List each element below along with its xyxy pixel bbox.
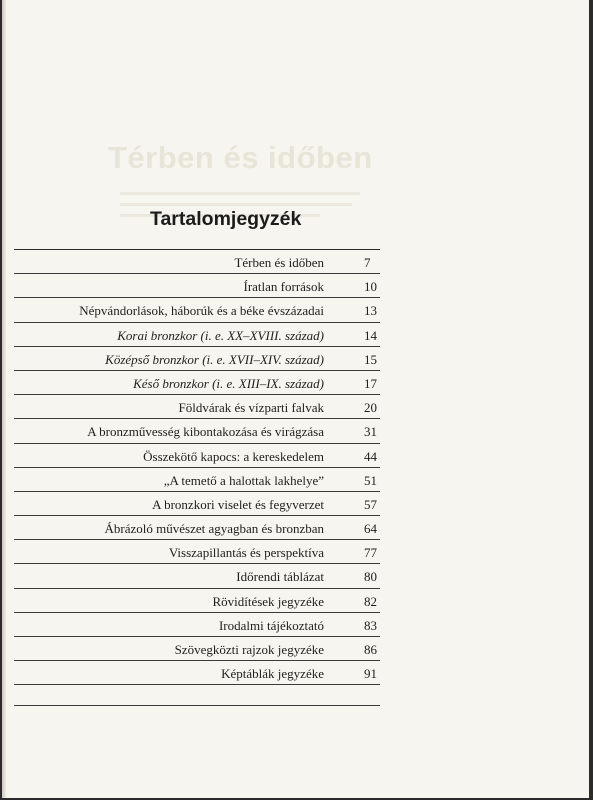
toc-entry xyxy=(14,444,380,468)
toc-entry-title: Korai bronzkor (i. e. XX–XVIII. század) xyxy=(117,327,324,343)
toc-entry-title: Népvándorlások, háborúk és a béke évszázadai xyxy=(79,303,324,319)
toc-entry-title: Térben és időben xyxy=(234,255,324,270)
toc-entry xyxy=(14,468,380,492)
toc-entry-page: 7 xyxy=(364,255,371,270)
toc-entry-title: Ábrázoló művészet agyagban és bronzban xyxy=(104,521,324,537)
toc-entry-page: 64 xyxy=(364,521,377,537)
toc-entry xyxy=(14,274,380,298)
toc-entry-title: Késő bronzkor (i. e. XIII–IX. század) xyxy=(133,375,324,391)
toc-entry-title: Rövidítések jegyzéke xyxy=(212,593,324,609)
toc-entry-title: Irodalmi tájékoztató xyxy=(218,617,324,633)
table-of-contents xyxy=(14,249,380,685)
toc-entry xyxy=(14,250,380,274)
toc-entry-page: 13 xyxy=(364,303,377,319)
toc-entry-page: 20 xyxy=(364,400,377,416)
toc-entry-title: Összekötő kapocs: a kereskedelem xyxy=(143,448,324,464)
toc-entry xyxy=(14,564,380,588)
toc-entry-page: 82 xyxy=(364,593,377,609)
toc-entry xyxy=(14,637,380,661)
toc-entry-title: Íratlan források xyxy=(243,279,324,295)
toc-entry-title: A bronzkori viselet és fegyverzet xyxy=(152,496,324,512)
toc-entry xyxy=(14,323,380,347)
toc-entry xyxy=(14,540,380,564)
toc-entry-title: Középső bronzkor (i. e. XVII–XIV. század) xyxy=(105,351,324,367)
toc-entry-page: 57 xyxy=(364,496,377,512)
toc-entry xyxy=(14,371,380,395)
toc-entry-page: 31 xyxy=(364,424,377,440)
book-page xyxy=(2,0,589,798)
toc-entry-page: 10 xyxy=(364,279,377,295)
toc-entry-page: 91 xyxy=(364,666,377,682)
toc-entry xyxy=(14,395,380,419)
toc-entry-title: Időrendi táblázat xyxy=(236,569,324,585)
show-through-heading: Térben és időben xyxy=(108,140,373,175)
toc-entry-page: 17 xyxy=(364,375,377,391)
toc-entry-page: 14 xyxy=(364,327,377,343)
toc-entry-page: 80 xyxy=(364,569,377,585)
toc-entry-title: Szövegközti rajzok jegyzéke xyxy=(174,642,324,657)
toc-entry xyxy=(14,419,380,443)
toc-entry-page: 86 xyxy=(364,642,377,657)
toc-entry-page: 15 xyxy=(364,351,377,367)
toc-entry-title: A bronzművesség kibontakozása és virágzása xyxy=(87,424,324,440)
toc-entry-page: 44 xyxy=(364,448,377,464)
toc-entry xyxy=(14,589,380,613)
toc-entry-title: Földvárak és vízparti falvak xyxy=(178,400,324,416)
toc-entry-title: „A temető a halottak lakhelye” xyxy=(163,472,324,488)
toc-entry xyxy=(14,661,380,685)
toc-rule-bottom xyxy=(14,705,380,706)
toc-entry xyxy=(14,613,380,637)
toc-entry xyxy=(14,492,380,516)
toc-entry xyxy=(14,516,380,540)
toc-entry-page: 77 xyxy=(364,545,377,561)
toc-entry-title: Visszapillantás és perspektíva xyxy=(168,545,324,561)
toc-heading: Tartalomjegyzék xyxy=(150,208,302,230)
toc-entry-page: 51 xyxy=(364,472,377,488)
toc-entry-page: 83 xyxy=(364,617,377,633)
toc-entry-title: Képtáblák jegyzéke xyxy=(221,666,324,682)
toc-entry xyxy=(14,298,380,322)
toc-entry xyxy=(14,347,380,371)
page-edge xyxy=(2,0,6,798)
